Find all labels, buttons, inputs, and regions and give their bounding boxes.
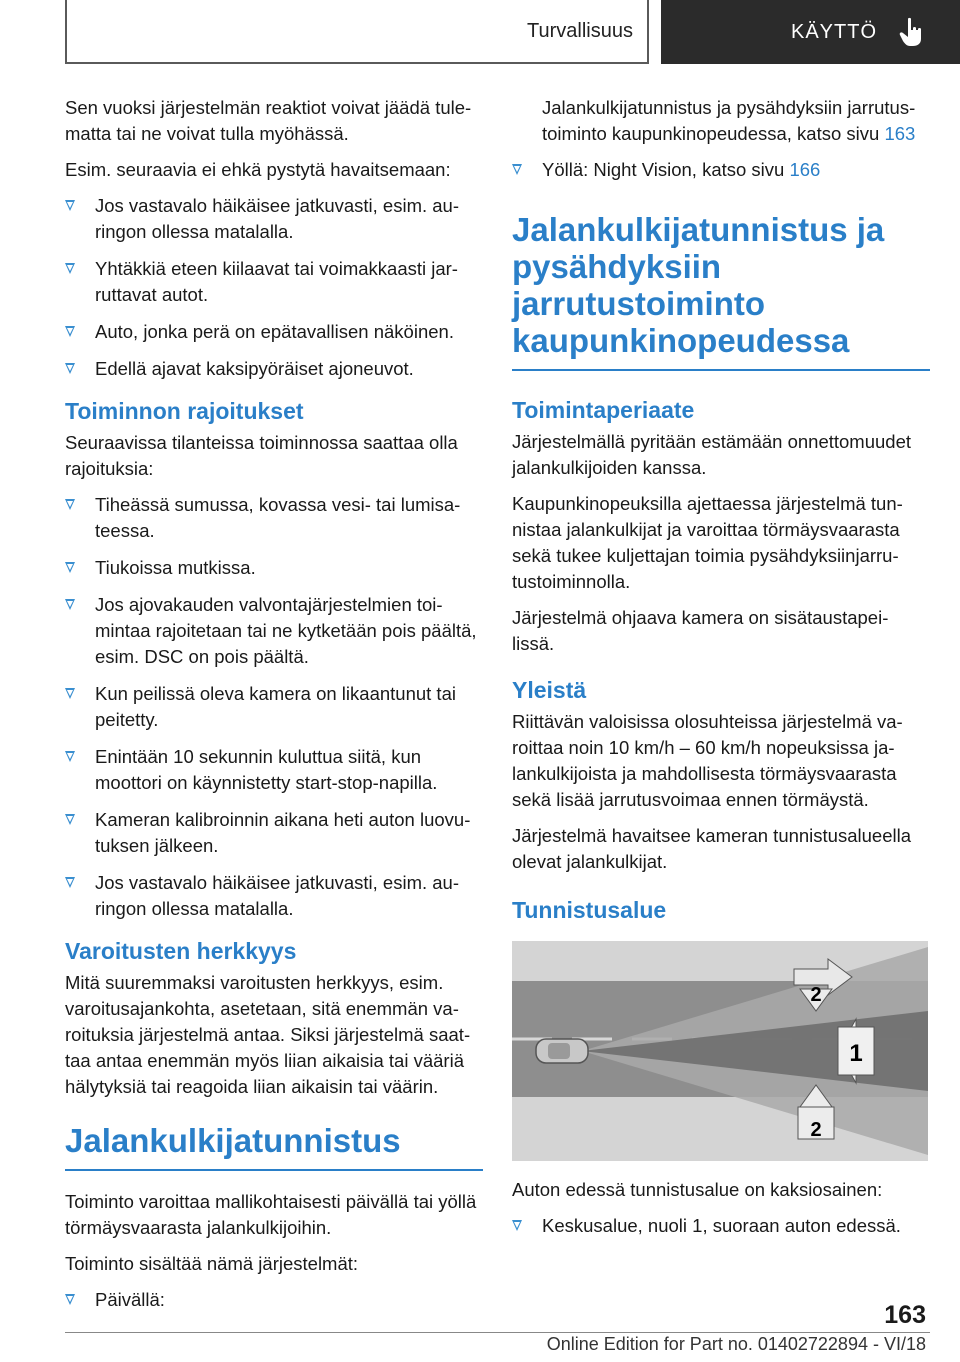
bullet-triangle-icon — [65, 751, 75, 762]
svg-text:2: 2 — [810, 984, 822, 1006]
principle-paragraph-1: Järjestelmällä pyritään estämään onnettomuudet jalankulkijoiden kanssa. — [512, 431, 912, 478]
list-item: Keskusalue, nuoli 1, suoraan auton edessä. — [512, 1213, 930, 1239]
section-title: Turvallisuus — [527, 19, 633, 42]
list-item: Jos vastavalo häikäisee jatkuvasti, esim. au-ringon ollessa matalalla. — [65, 870, 483, 922]
section-tab — [65, 0, 649, 64]
function-limits-list — [65, 492, 483, 922]
bullet-triangle-icon — [65, 877, 75, 888]
list-item: Jos ajovakauden valvontajärjestelmien toi-mintaa rajoitetaan tai ne kytketään pois päältä, esim. DSC on pois päältä. — [65, 592, 483, 670]
bullet-triangle-icon — [512, 164, 522, 175]
continued-item: Jalankulkijatunnistus ja pysähdyksiin jarrutus-toiminto kaupunkinopeudessa, katso sivu 163 — [542, 97, 916, 144]
bullet-triangle-icon — [65, 499, 75, 510]
heading-principle: Toimintaperiaate — [512, 397, 695, 423]
sensitivity-paragraph: Mitä suuremmaksi varoitusten herkkyys, esim. varoitusajankohta, asetetaan, sitä enemmän va-roituksia järjestelmä antaa. Siksi järjestelmä saat-taa antaa enemmän myös liian aikaisia tai vääriä hälytyksiä tai reagoida liian aikaisin tai väärin. — [65, 972, 471, 1097]
heading-function-limits: Toiminnon rajoitukset — [65, 398, 304, 424]
bullet-triangle-icon — [65, 688, 75, 699]
chapter-tab — [661, 0, 960, 64]
list-item: Auto, jonka perä on epätavallisen näköinen. — [65, 319, 483, 345]
pedestrian-paragraph-2: Toiminto sisältää nämä järjestelmät: — [65, 1253, 359, 1274]
examples-intro: Esim. seuraavia ei ehkä pystytä havaitsemaan: — [65, 159, 451, 180]
heading-warning-sensitivity: Varoitusten herkkyys — [65, 938, 297, 964]
list-item: Yhtäkkiä eteen kiilaavat tai voimakkaasti jar-ruttavat autot. — [65, 256, 483, 308]
edition-text: Online Edition for Part no. 01402722894 - VI/18 — [546, 1334, 926, 1354]
bullet-triangle-icon — [65, 562, 75, 573]
bullet-triangle-icon — [65, 814, 75, 825]
left-column — [65, 95, 483, 1324]
bullet-triangle-icon — [65, 363, 75, 374]
list-item: Jos vastavalo häikäisee jatkuvasti, esim. au-ringon ollessa matalalla. — [65, 193, 483, 245]
car-icon — [536, 1039, 588, 1063]
bullet-triangle-icon — [65, 326, 75, 337]
list-item: Enintään 10 sekunnin kuluttua siitä, kun moottori on käynnistetty start-stop-napilla. — [65, 744, 483, 796]
detection-area-figure — [512, 941, 928, 1161]
detection-limits-list — [65, 193, 483, 382]
page-number: 163 — [884, 1301, 926, 1329]
hand-pointer-icon — [899, 17, 925, 47]
page-link[interactable]: 166 — [789, 159, 821, 180]
principle-paragraph-3: Järjestelmä ohjaava kamera on sisätaustapei-lissä. — [512, 607, 889, 654]
systems-list — [65, 1287, 483, 1313]
heading-main-section: Jalankulkijatunnistus ja pysähdyksiin jarrutustoiminto kaupunkinopeudessa — [512, 211, 930, 371]
area-list — [512, 1213, 930, 1239]
bullet-triangle-icon — [65, 263, 75, 274]
limits-paragraph: Seuraavissa tilanteissa toiminnossa saattaa olla rajoituksia: — [65, 432, 458, 479]
svg-text:2: 2 — [810, 1119, 822, 1141]
list-item: Kun peilissä oleva kamera on likaantunut tai peitetty. — [65, 681, 483, 733]
right-column — [512, 95, 930, 1250]
intro-paragraph: Sen vuoksi järjestelmän reaktiot voivat jäädä tule-matta tai ne voivat tulla myöhässä. — [65, 97, 472, 144]
bullet-triangle-icon — [65, 1294, 75, 1305]
principle-paragraph-2: Kaupunkinopeuksilla ajettaessa järjestelmä tun-nistaa jalankulkijat ja varoittaa törmäysvaarasta sekä tukee kuljettajan toimia pysähdyksiinjarru-tustoiminnolla. — [512, 493, 903, 592]
bullet-triangle-icon — [512, 1220, 522, 1231]
list-item: Tiukoissa mutkissa. — [65, 555, 483, 581]
general-paragraph-1: Riittävän valoisissa olosuhteissa järjestelmä va-roittaa noin 10 km/h – 60 km/h nopeuksissa ja-lankulkijoista ja mahdollisesta törmäysvaarasta sekä lisää jarrutusvoimaa ennen törmäystä. — [512, 711, 903, 810]
bullet-triangle-icon — [65, 200, 75, 211]
list-item: Kameran kalibroinnin aikana heti auton luovu-tuksen jälkeen. — [65, 807, 483, 859]
heading-general: Yleistä — [512, 677, 587, 703]
night-list — [512, 157, 930, 183]
chapter-title: KÄYTTÖ — [791, 20, 878, 43]
heading-detection-area: Tunnistusalue — [512, 897, 667, 923]
general-paragraph-2: Järjestelmä havaitsee kameran tunnistusalueella olevat jalankulkijat. — [512, 825, 911, 872]
arrow-1-center — [838, 1019, 874, 1083]
page-link[interactable]: 163 — [884, 123, 916, 144]
pedestrian-paragraph-1: Toiminto varoittaa mallikohtaisesti päivällä tai yöllä törmäysvaarasta jalankulkijoihin. — [65, 1191, 477, 1238]
list-item: Edellä ajavat kaksipyöräiset ajoneuvot. — [65, 356, 483, 382]
list-item: Päivällä: — [65, 1287, 483, 1313]
svg-text:1: 1 — [849, 1040, 863, 1067]
list-item: Yöllä: Night Vision, katso sivu 166 — [512, 157, 930, 183]
area-paragraph: Auton edessä tunnistusalue on kaksiosainen: — [512, 1179, 883, 1200]
heading-pedestrian-detection: Jalankulkijatunnistus — [65, 1122, 483, 1171]
bullet-triangle-icon — [65, 599, 75, 610]
list-item: Tiheässä sumussa, kovassa vesi- tai lumisa-teessa. — [65, 492, 483, 544]
footer-divider — [65, 1332, 930, 1333]
